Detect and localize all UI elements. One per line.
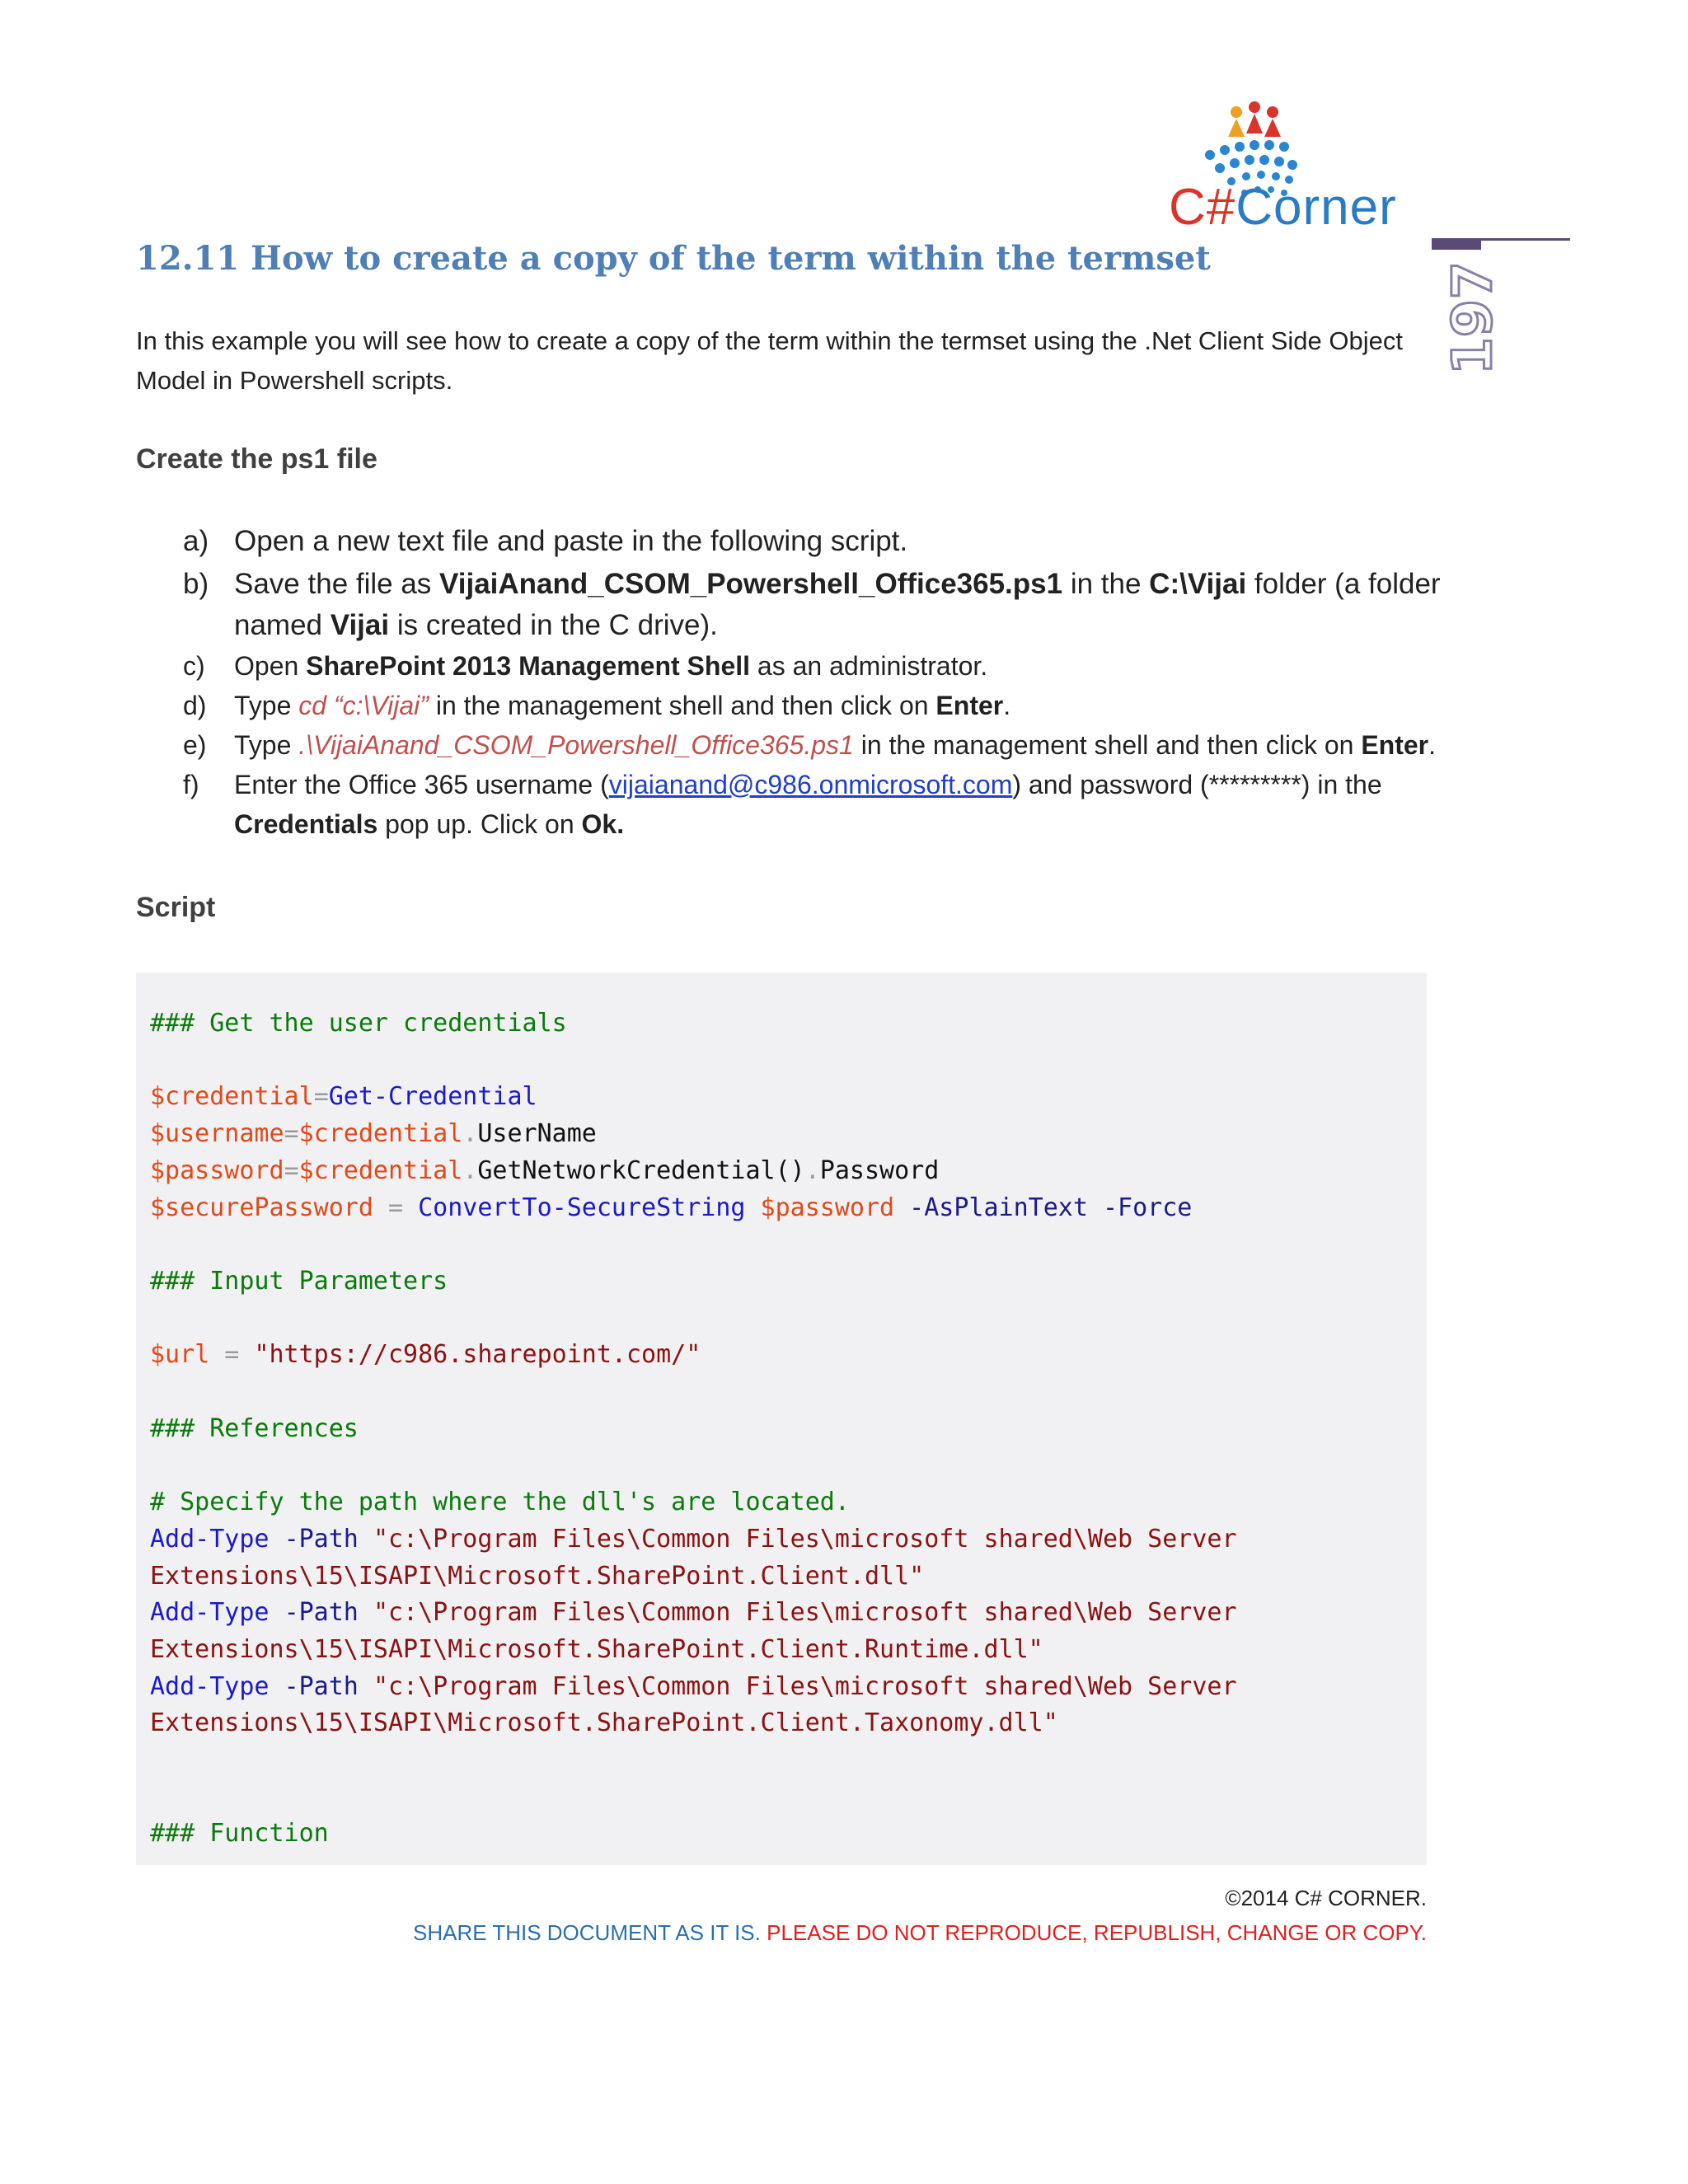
step-b: b) Save the file as VijaiAnand_CSOM_Powershell_Office365.ps1 in the C:\Vijai folder (a folder named Vijai is created in the C drive). [183, 564, 1444, 646]
step-f: f) Enter the Office 365 username (vijaianand@c986.onmicrosoft.com) and password (*********) in the Credentials pop up. Click on Ok. [183, 765, 1444, 844]
section-title: 12.11 How to create a copy of the term within the termset [136, 239, 1211, 278]
email-link[interactable]: vijaianand@c986.onmicrosoft.com [608, 770, 1013, 799]
step-a: a) Open a new text file and paste in the following script. [183, 521, 1444, 562]
step-label: f) [183, 770, 199, 799]
code-comment: ### Function [150, 1819, 329, 1849]
csharp-corner-logo-text: C#Corner [1169, 179, 1397, 236]
steps-list [183, 521, 1444, 844]
page-number-tab [1432, 238, 1481, 250]
footer-copyright: ©2014 C# CORNER. [1225, 1886, 1427, 1910]
step-label: c) [183, 651, 205, 681]
footer-share-notice: SHARE THIS DOCUMENT AS IT IS. PLEASE DO NOT REPRODUCE, REPUBLISH, CHANGE OR COPY. [413, 1920, 1427, 1945]
intro-paragraph: In this example you will see how to create a copy of the term within the termset using the .Net Client Side Object Model in Powershell scripts. [136, 326, 1403, 395]
code-comment: ### Get the user credentials [150, 1009, 567, 1038]
step-label: d) [183, 691, 207, 720]
code-comment: ### Input Parameters [150, 1266, 448, 1296]
code-comment: ### References [150, 1413, 359, 1443]
step-d: d) Type cd “c:\Vijai” in the management shell and then click on Enter. [183, 686, 1444, 725]
step-label: e) [183, 730, 207, 760]
page-number: 197 [1441, 261, 1504, 375]
heading-create-ps1: Create the ps1 file [136, 443, 377, 475]
step-label: a) [183, 525, 209, 557]
heading-script: Script [136, 892, 216, 923]
step-label: b) [183, 568, 209, 600]
step-c: c) Open SharePoint 2013 Management Shell as an administrator. [183, 646, 1444, 686]
code-block: ### Get the user credentials $credential=Get-Credential $username=$credential.UserName $password=$credential.GetNetworkCredential().Password $securePassword = ConvertTo-SecureString $password -AsPlainText -Force ### Input Parameters $url = "https://c986.sharepoint.com/" ### References # Specify the path where the dll's are located. Add-Type -Path "c:\Program Files\Common Files\microsoft shared\Web Server Extensions\15\ISAPI\Microsoft.SharePoint.Client.dll" Add-Type -Path "c:\Program Files\Common Files\microsoft shared\Web Server Extensions\15\ISAPI\Microsoft.SharePoint.Client.Runtime.dll" Add-Type -Path "c:\Program Files\Common Files\microsoft shared\Web Server Extensions\15\ISAPI\Microsoft.SharePoint.Client.Taxonomy.dll" ### Function [136, 972, 1427, 1865]
step-e: e) Type .\VijaiAnand_CSOM_Powershell_Office365.ps1 in the management shell and then click on Enter. [183, 725, 1444, 765]
code-comment: # Specify the path where the dll's are located. [150, 1488, 850, 1517]
